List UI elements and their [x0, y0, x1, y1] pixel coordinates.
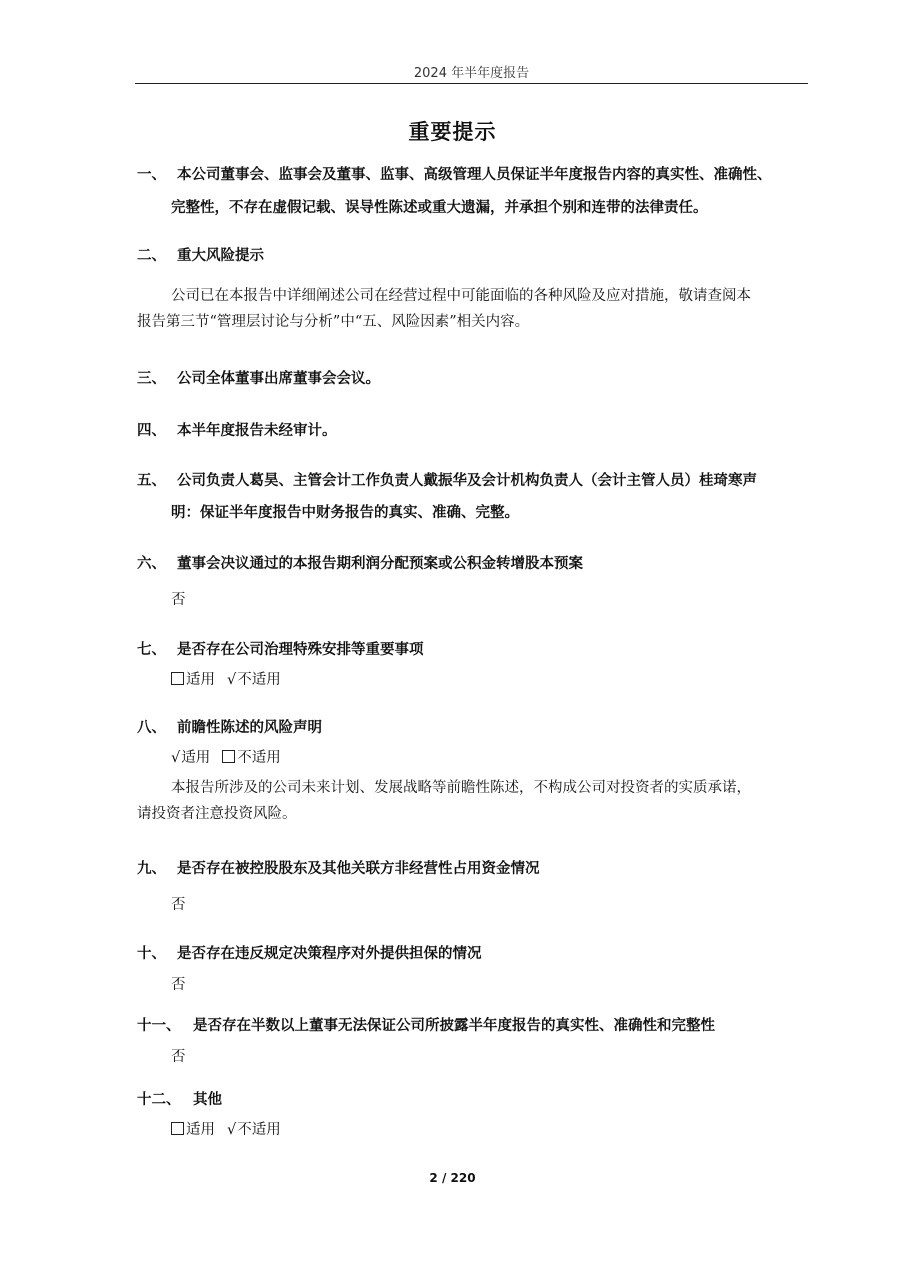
option-not-applicable: 不适用	[237, 1122, 281, 1138]
item-text: 重大风险提示	[177, 248, 264, 264]
item-2	[137, 244, 264, 268]
unchecked-box-icon	[171, 672, 184, 685]
item-12-options	[171, 1118, 281, 1142]
item-1	[137, 163, 772, 187]
item-8-options	[171, 746, 281, 770]
page-number: 2 / 220	[429, 1171, 476, 1185]
item-10-answer: 否	[171, 977, 186, 993]
risk-paragraph-line-2: 报告第三节“管理层讨论与分析”中“五、风险因素”相关内容。	[137, 314, 530, 330]
item-text: 前瞻性陈述的风险声明	[177, 720, 322, 736]
item-5-continuation: 明：保证半年度报告中财务报告的真实、准确、完整。	[171, 505, 519, 521]
forward-looking-line-1: 本报告所涉及的公司未来计划、发展战略等前瞻性陈述，不构成公司对投资者的实质承诺，	[171, 780, 751, 796]
item-9	[137, 857, 540, 881]
item-number: 三、	[137, 371, 166, 387]
item-6	[137, 552, 583, 576]
item-text: 董事会决议通过的本报告期利润分配预案或公积金转增股本预案	[177, 556, 583, 572]
forward-looking-line-2: 请投资者注意投资风险。	[137, 806, 297, 822]
item-number: 十一、	[137, 1018, 181, 1034]
item-3	[137, 367, 380, 391]
item-text: 是否存在被控股股东及其他关联方非经营性占用资金情况	[177, 861, 540, 877]
item-number: 四、	[137, 423, 166, 439]
item-11-answer: 否	[171, 1049, 186, 1065]
item-1-continuation: 完整性，不存在虚假记载、误导性陈述或重大遗漏，并承担个别和连带的法律责任。	[171, 200, 708, 216]
item-7-options	[171, 668, 281, 692]
option-not-applicable: 不适用	[237, 672, 281, 688]
item-text: 其他	[193, 1092, 222, 1108]
unchecked-box-icon	[171, 1122, 184, 1135]
item-text: 是否存在公司治理特殊安排等重要事项	[177, 642, 424, 658]
risk-paragraph-line-1: 公司已在本报告中详细阐述公司在经营过程中可能面临的各种风险及应对措施，敬请查阅本	[171, 288, 751, 304]
item-text: 本半年度报告未经审计。	[177, 423, 337, 439]
check-mark-icon: √	[227, 672, 237, 688]
item-5	[137, 469, 757, 493]
check-mark-icon: √	[171, 750, 181, 766]
item-9-answer: 否	[171, 897, 186, 913]
running-header: 2024 年半年度报告	[413, 66, 530, 81]
option-applicable: 适用	[186, 672, 215, 688]
option-not-applicable: 不适用	[237, 750, 281, 766]
item-6-answer: 否	[171, 592, 186, 608]
item-number: 五、	[137, 473, 166, 489]
item-11	[137, 1014, 715, 1038]
header-rule	[135, 83, 808, 84]
item-7	[137, 638, 424, 662]
item-text: 是否存在半数以上董事无法保证公司所披露半年度报告的真实性、准确性和完整性	[193, 1018, 715, 1034]
option-applicable: 适用	[181, 750, 211, 766]
item-number: 九、	[137, 861, 166, 877]
item-number: 一、	[137, 167, 166, 183]
page-title: 重要提示	[408, 120, 497, 144]
option-applicable: 适用	[186, 1122, 215, 1138]
check-mark-icon: √	[227, 1122, 237, 1138]
item-text: 本公司董事会、监事会及董事、监事、高级管理人员保证半年度报告内容的真实性、准确性、	[177, 167, 772, 183]
unchecked-box-icon	[222, 750, 235, 763]
item-10	[137, 942, 482, 966]
item-number: 十二、	[137, 1092, 181, 1108]
item-text: 是否存在违反规定决策程序对外提供担保的情况	[177, 946, 482, 962]
item-8	[137, 716, 322, 740]
item-4	[137, 419, 337, 443]
item-text: 公司全体董事出席董事会会议。	[177, 371, 380, 387]
item-number: 二、	[137, 248, 166, 264]
item-number: 六、	[137, 556, 166, 572]
item-12	[137, 1088, 222, 1112]
item-text: 公司负责人葛昊、主管会计工作负责人戴振华及会计机构负责人（会计主管人员）桂琦寒声	[177, 473, 757, 489]
item-number: 八、	[137, 720, 166, 736]
item-number: 十、	[137, 946, 166, 962]
item-number: 七、	[137, 642, 166, 658]
